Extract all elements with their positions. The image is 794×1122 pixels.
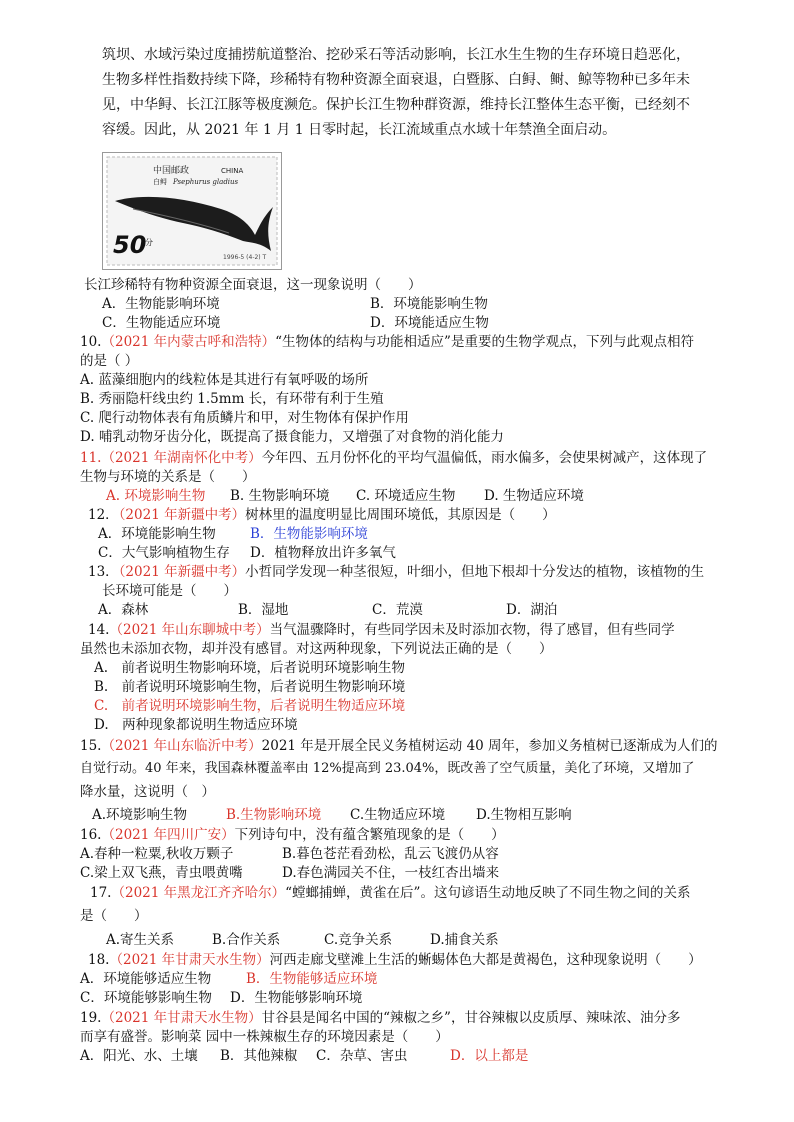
q14-source-tag: （2021 年山东聊城中考） — [109, 622, 270, 638]
q18-option-d: D．生物能够影响环境 — [230, 990, 363, 1006]
q10-source-tag: （2021 年内蒙古呼和浩特） — [101, 334, 276, 350]
q17-option-d: D.捕食关系 — [430, 932, 499, 948]
q11-stem-line-1 — [80, 449, 707, 467]
q13-option-d: D．湖泊 — [506, 602, 558, 618]
q9-option-d: D．环境能适应生物 — [370, 315, 489, 331]
stamp-species-cn: 白鲟 — [153, 178, 167, 186]
q16-stem-text: 下列诗句中，没有蕴含繁殖现象的是（ ） — [234, 827, 505, 843]
q11-source-tag: 11.（2021 年湖南怀化中考） — [80, 450, 262, 466]
q12-stem-text: 树林里的温度明显比周围环境低，其原因是（ ） — [245, 507, 556, 523]
q17-options — [106, 931, 499, 949]
q17-stem-text: “螳螂捕蝉，黄雀在后”。这句谚语生动地反映了不同生物之间的关系 — [285, 885, 691, 901]
q11-option-c: C. 环境适应生物 — [356, 488, 456, 504]
q13-options — [98, 601, 557, 619]
q13-option-a: A．森林 — [98, 602, 149, 618]
q17-source-tag: （2021 年黑龙江齐齐哈尔） — [111, 885, 286, 901]
q19-options — [80, 1047, 528, 1065]
q16-stem — [80, 826, 505, 844]
stamp-header-en: CHINA — [221, 167, 244, 175]
stamp-artwork — [103, 153, 281, 269]
q19-option-d: D．以上都是 — [450, 1048, 529, 1064]
q14-stem-line-2: 虽然也未添加衣物，却并没有感冒。对这两种现象，下列说法正确的是（ ） — [80, 641, 553, 657]
q12-option-d: D．植物释放出许多氧气 — [250, 545, 396, 561]
q15-number: 15. — [80, 738, 102, 754]
q18-options-row-2 — [80, 989, 362, 1007]
q9-option-b: B．环境能影响生物 — [370, 296, 488, 312]
q19-stem-text: 甘谷县是闻名中国的“辣椒之乡”，甘谷辣椒以皮质厚、辣味浓、油分多 — [261, 1010, 681, 1026]
q11-option-a: A. 环境影响生物 — [106, 488, 206, 504]
q10-option-d: D. 哺乳动物牙齿分化，既提高了摄食能力，又增强了对食物的消化能力 — [80, 429, 504, 445]
q12-options-row-1 — [98, 525, 368, 543]
q14-stem-line-1 — [88, 621, 675, 639]
q16-options-row-1 — [80, 845, 499, 863]
q13-stem-line-2: 长环境可能是（ ） — [102, 583, 237, 599]
q13-number: 13． — [88, 564, 119, 580]
q13-stem-line-1 — [88, 563, 704, 581]
q13-option-c: C．荒漠 — [372, 602, 423, 618]
q15-option-d: D.生物相互影响 — [476, 807, 572, 823]
q14-option-a: A. 前者说明生物影响环境，后者说明环境影响生物 — [94, 660, 406, 676]
q14-stem-text: 当气温骤降时，有些同学因未及时添加衣物，得了感冒，但有些同学 — [269, 622, 675, 638]
q10-option-a: A. 蓝藻细胞内的线粒体是其进行有氧呼吸的场所 — [80, 372, 369, 388]
stamp-value-unit: 分 — [145, 238, 153, 247]
q15-stem-text: 2021 年是开展全民义务植树运动 40 周年，参加义务植树已逐渐成为人们的 — [261, 738, 718, 754]
q11-options — [106, 487, 584, 505]
q19-option-c: C．杂草、害虫 — [316, 1048, 408, 1064]
q16-option-b: B.暮色苍茫看劲松，乱云飞渡仍从容 — [282, 846, 499, 862]
q12-source-tag: （2021 年新疆中考） — [118, 507, 246, 523]
q12-option-c: C．大气影响植物生存 — [98, 545, 230, 561]
intro-line-4: 容缓。因此，从 2021 年 1 月 1 日零时起，长江流域重点水域十年禁渔全面启动。 — [102, 122, 617, 138]
stamp-species-latin: Psephurus gladius — [173, 178, 239, 186]
q11-option-d: D. 生物适应环境 — [484, 488, 584, 504]
q13-stem-text: 小哲同学发现一种茎很短，叶细小，但地下根却十分发达的植物，该植物的生 — [245, 564, 705, 580]
q16-option-a: A.春种一粒粟,秋收万颗子 — [80, 846, 234, 862]
q17-option-b: B.合作关系 — [212, 932, 281, 948]
q18-option-c: C．环境能够影响生物 — [80, 990, 212, 1006]
q11-stem-text: 今年四、五月份怀化的平均气温偏低，雨水偏多，会使果树减产，这体现了 — [261, 450, 708, 466]
q12-stem — [88, 506, 556, 524]
q17-stem-line-2: 是（ ） — [80, 908, 148, 924]
q15-stem-line-3: 降水量，这说明（ ） — [80, 784, 215, 800]
q15-option-a: A.环境影响生物 — [92, 807, 188, 823]
stamp-value: 50 — [113, 231, 147, 259]
q16-source-tag: （2021 年四川广安） — [101, 827, 235, 843]
q11-option-b: B. 生物影响环境 — [230, 488, 330, 504]
intro-line-1: 筑坝、水域污染过度捕捞航道整治、挖砂采石等活动影响，长江水生生物的生存环境日趋恶化， — [102, 47, 690, 63]
q13-source-tag: （2021 年新疆中考） — [118, 564, 246, 580]
q9-option-a: A．生物能影响环境 — [102, 296, 220, 312]
q12-options-row-2 — [98, 544, 396, 562]
q19-stem-line-1 — [80, 1009, 680, 1027]
q18-stem-text: 河西走廊戈壁滩上生活的蜥蜴体色大都是黄褐色，这种现象说明（ ） — [269, 952, 702, 968]
q19-option-b: B．其他辣椒 — [220, 1048, 298, 1064]
q19-stem-line-2: 而享有盛誉。影响菜 园中一株辣椒生存的环境因素是（ ） — [80, 1029, 449, 1045]
q10-stem-text: “生物体的结构与功能相适应”是重要的生物学观点，下列与此观点相符 — [275, 334, 694, 350]
q12-number: 12． — [88, 507, 119, 523]
q19-number: 19. — [80, 1010, 102, 1026]
q18-source-tag: （2021 年甘肃天水生物） — [109, 952, 270, 968]
q14-option-d: D. 两种现象都说明生物适应环境 — [94, 717, 298, 733]
q15-option-c: C.生物适应环境 — [350, 807, 446, 823]
q14-option-c: C. 前者说明环境影响生物，后者说明生物适应环境 — [94, 698, 406, 714]
q10-stem-line-2: 的是（ ） — [80, 353, 139, 369]
q10-number: 10. — [80, 334, 102, 350]
q16-options-row-2 — [80, 864, 499, 882]
q10-stem-line-1 — [80, 333, 694, 351]
q15-source-tag: （2021 年山东临沂中考） — [101, 738, 262, 754]
stamp-header-cn: 中国邮政 — [153, 166, 190, 176]
q12-option-b: B．生物能影响环境 — [250, 526, 368, 542]
q16-option-d: D.春色满园关不住，一枝红杏出墙来 — [282, 865, 500, 881]
q19-source-tag: （2021 年甘肃天水生物） — [101, 1010, 262, 1026]
q10-option-b: B. 秀丽隐杆线虫约 1.5mm 长，有环带有利于生殖 — [80, 391, 384, 407]
q9-stem: 长江珍稀特有物种资源全面衰退，这一现象说明（ ） — [84, 277, 422, 293]
q10-option-c: C. 爬行动物体表有角质鳞片和甲，对生物体有保护作用 — [80, 410, 409, 426]
q9-option-c: C．生物能适应环境 — [102, 315, 221, 331]
q17-option-a: A.寄生关系 — [106, 932, 175, 948]
q11-stem-line-2: 生物与环境的关系是（ ） — [80, 469, 256, 485]
q17-stem-line-1 — [90, 884, 690, 902]
q19-option-a: A．阳光、水、土壤 — [80, 1048, 198, 1064]
intro-line-3: 见，中华鲟、长江江豚等极度濒危。保护长江生物种群资源，维持长江整体生态平衡，已经刻不 — [102, 97, 690, 113]
q17-option-c: C.竞争关系 — [324, 932, 393, 948]
q18-number: 18. — [88, 952, 110, 968]
sturgeon-stamp-image — [102, 152, 282, 270]
q16-option-c: C.梁上双飞燕，青虫喂黄嘴 — [80, 865, 243, 881]
intro-line-2: 生物多样性指数持续下降，珍稀特有物种资源全面衰退，白暨豚、白鲟、鲥、鲸等物种已多年未 — [102, 72, 690, 88]
q13-option-b: B．湿地 — [238, 602, 289, 618]
q15-option-b: B.生物影响环境 — [226, 807, 322, 823]
q12-option-a: A．环境能影响生物 — [98, 526, 216, 542]
q14-number: 14. — [88, 622, 110, 638]
q18-option-a: A．环境能够适应生物 — [80, 971, 212, 987]
q18-stem — [88, 951, 702, 969]
stamp-code: 1996-5 (4-2) T — [223, 254, 267, 261]
q14-option-b: B. 前者说明环境影响生物，后者说明生物影响环境 — [94, 679, 406, 695]
q15-stem-line-2: 自觉行动。40 年来，我国森林覆盖率由 12%提高到 23.04%，既改善了空气质量，美化了环境，又增加了 — [80, 761, 695, 776]
q15-options — [92, 806, 572, 824]
q17-number: 17. — [90, 885, 112, 901]
q16-number: 16. — [80, 827, 102, 843]
q15-stem-line-1 — [80, 737, 718, 755]
q18-option-b: B．生物能够适应环境 — [246, 971, 378, 987]
q18-options-row-1 — [80, 970, 377, 988]
